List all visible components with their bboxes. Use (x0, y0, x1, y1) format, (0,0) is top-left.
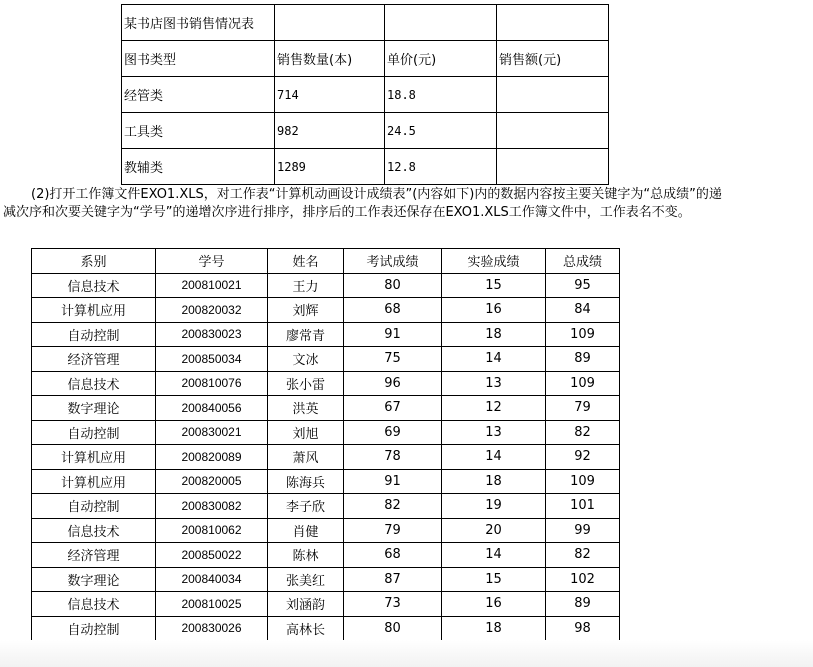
score-table-cell: 计算机应用 (32, 469, 156, 494)
score-table-row (32, 518, 620, 543)
score-table-cell: 80 (344, 273, 442, 298)
score-table-cell: 16 (442, 298, 546, 323)
score-table-cell: 18 (442, 322, 546, 347)
score-table-cell: 自动控制 (32, 322, 156, 347)
score-table-row (32, 445, 620, 470)
score-table-cell: 98 (546, 616, 620, 641)
score-table-cell: 200810062 (156, 518, 268, 543)
score-table-cell: 89 (546, 592, 620, 617)
score-table-cell: 18 (442, 616, 546, 641)
score-table-header-cell: 系别 (32, 249, 156, 274)
score-table-header-cell: 学号 (156, 249, 268, 274)
score-table-cell: 文冰 (268, 347, 344, 372)
score-table-cell: 92 (546, 445, 620, 470)
sales-table-cell: 经管类 (122, 77, 275, 113)
sales-table-cell: 1289 (275, 149, 385, 185)
score-table-cell: 洪英 (268, 396, 344, 421)
score-table-cell: 102 (546, 567, 620, 592)
score-table-cell: 自动控制 (32, 420, 156, 445)
score-table-cell: 200840034 (156, 567, 268, 592)
score-table-cell: 高林长 (268, 616, 344, 641)
score-table-cell: 数字理论 (32, 567, 156, 592)
sales-table-row (122, 41, 609, 77)
score-table-row (32, 347, 620, 372)
score-table-cell: 12 (442, 396, 546, 421)
sales-table-cell: 24.5 (385, 113, 497, 149)
score-table-cell: 信息技术 (32, 592, 156, 617)
score-table-row (32, 371, 620, 396)
score-table-cell: 200820032 (156, 298, 268, 323)
score-table-cell: 200810076 (156, 371, 268, 396)
score-table-cell: 78 (344, 445, 442, 470)
score-table-cell: 数字理论 (32, 396, 156, 421)
score-table-cell: 计算机应用 (32, 298, 156, 323)
score-table-cell: 95 (546, 273, 620, 298)
score-table-row (32, 420, 620, 445)
score-table-cell: 李子欣 (268, 494, 344, 519)
score-table-row (32, 567, 620, 592)
score-table-cell: 刘旭 (268, 420, 344, 445)
sales-table-cell (275, 5, 385, 41)
score-table-row (32, 494, 620, 519)
score-table-cell: 张美红 (268, 567, 344, 592)
score-table-cell: 84 (546, 298, 620, 323)
score-table-cell: 96 (344, 371, 442, 396)
score-table-cell: 82 (546, 543, 620, 568)
sales-table-cell (497, 113, 609, 149)
score-table-cell: 廖常青 (268, 322, 344, 347)
score-table-cell: 200850034 (156, 347, 268, 372)
score-table-cell: 自动控制 (32, 494, 156, 519)
score-table-cell: 刘涵韵 (268, 592, 344, 617)
score-table-cell: 陈海兵 (268, 469, 344, 494)
sales-table-cell: 12.8 (385, 149, 497, 185)
score-table-cell: 101 (546, 494, 620, 519)
score-table-cell: 109 (546, 371, 620, 396)
score-table-row (32, 396, 620, 421)
score-table-cell: 99 (546, 518, 620, 543)
score-table-cell: 14 (442, 543, 546, 568)
score-table-cell: 19 (442, 494, 546, 519)
score-table-row (32, 592, 620, 617)
sales-table-cell: 某书店图书销售情况表 (122, 5, 275, 41)
score-table-cell: 肖健 (268, 518, 344, 543)
score-table-cell: 69 (344, 420, 442, 445)
sales-table-cell: 销售额(元) (497, 41, 609, 77)
score-table-cell: 信息技术 (32, 273, 156, 298)
score-table-cell: 13 (442, 420, 546, 445)
score-table (31, 248, 620, 641)
score-table-cell: 200830023 (156, 322, 268, 347)
sales-table-row (122, 5, 609, 41)
sales-table-cell (497, 77, 609, 113)
score-table-cell: 自动控制 (32, 616, 156, 641)
sales-table-cell (385, 5, 497, 41)
score-table-cell: 200840056 (156, 396, 268, 421)
score-table-cell: 91 (344, 322, 442, 347)
score-table-cell: 87 (344, 567, 442, 592)
score-table-cell: 68 (344, 298, 442, 323)
sales-table-cell: 销售数量(本) (275, 41, 385, 77)
score-table-cell: 15 (442, 273, 546, 298)
score-table-cell: 18 (442, 469, 546, 494)
score-table-cell: 75 (344, 347, 442, 372)
score-table-cell: 经济管理 (32, 543, 156, 568)
score-table-cell: 萧风 (268, 445, 344, 470)
score-table-header-cell: 考试成绩 (344, 249, 442, 274)
score-table-row (32, 273, 620, 298)
score-table-row (32, 298, 620, 323)
sales-table-cell (497, 149, 609, 185)
sales-table-row (122, 113, 609, 149)
sales-table-cell (497, 5, 609, 41)
score-table-cell: 82 (546, 420, 620, 445)
score-table-row (32, 543, 620, 568)
score-table-header-cell: 总成绩 (546, 249, 620, 274)
instruction-paragraph: (2)打开工作簿文件EXO1.XLS，对工作表“计算机动画设计成绩表”(内容如下)内的数据内容按主要关键字为“总成绩”的递减次序和次要关键字为“学号”的递增次序进行排序，排序后的工作表还保存在EXO1.XLS工作簿文件中，工作表名不变。 (3, 187, 722, 220)
score-table-cell: 张小雷 (268, 371, 344, 396)
score-table-cell: 109 (546, 469, 620, 494)
score-table-cell: 89 (546, 347, 620, 372)
sales-table-cell: 单价(元) (385, 41, 497, 77)
score-table-header-cell: 实验成绩 (442, 249, 546, 274)
score-table-cell: 16 (442, 592, 546, 617)
score-table-cell: 信息技术 (32, 518, 156, 543)
score-table-cell: 79 (344, 518, 442, 543)
score-table-row (32, 469, 620, 494)
score-table-row (32, 616, 620, 641)
score-table-cell: 67 (344, 396, 442, 421)
sales-table-row (122, 149, 609, 185)
sales-table-row (122, 77, 609, 113)
score-table-cell: 刘辉 (268, 298, 344, 323)
score-table-cell: 82 (344, 494, 442, 519)
score-table-cell: 68 (344, 543, 442, 568)
score-table-cell: 15 (442, 567, 546, 592)
score-table-cell: 14 (442, 445, 546, 470)
score-table-cell: 王力 (268, 273, 344, 298)
score-table-cell: 80 (344, 616, 442, 641)
sales-table-cell: 教辅类 (122, 149, 275, 185)
score-table-cell: 计算机应用 (32, 445, 156, 470)
sales-table-cell: 982 (275, 113, 385, 149)
score-table-cell: 20 (442, 518, 546, 543)
score-table-cell: 73 (344, 592, 442, 617)
score-table-cell: 109 (546, 322, 620, 347)
score-table-row (32, 322, 620, 347)
bottom-fade (0, 640, 813, 667)
score-table-cell: 13 (442, 371, 546, 396)
sales-table-cell: 18.8 (385, 77, 497, 113)
book-sales-table (121, 4, 609, 185)
score-table-cell: 200850022 (156, 543, 268, 568)
score-table-cell: 200830082 (156, 494, 268, 519)
score-table-cell: 91 (344, 469, 442, 494)
score-table-cell: 200830026 (156, 616, 268, 641)
sales-table-cell: 714 (275, 77, 385, 113)
score-table-cell: 经济管理 (32, 347, 156, 372)
score-table-cell: 200820005 (156, 469, 268, 494)
score-table-cell: 200810021 (156, 273, 268, 298)
score-table-header-cell: 姓名 (268, 249, 344, 274)
score-table-header-row (32, 249, 620, 274)
score-table-cell: 200810025 (156, 592, 268, 617)
score-table-cell: 79 (546, 396, 620, 421)
score-table-cell: 200820089 (156, 445, 268, 470)
score-table-cell: 14 (442, 347, 546, 372)
sales-table-cell: 工具类 (122, 113, 275, 149)
score-table-cell: 陈林 (268, 543, 344, 568)
score-table-cell: 200830021 (156, 420, 268, 445)
sales-table-cell: 图书类型 (122, 41, 275, 77)
score-table-cell: 信息技术 (32, 371, 156, 396)
